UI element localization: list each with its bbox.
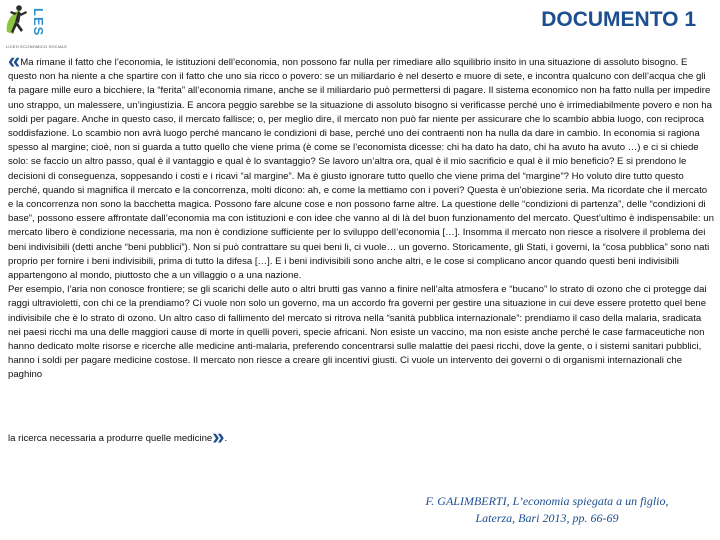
citation-line-1: F. GALIMBERTI, L’economia spiegata a un figlio, [425,494,669,508]
open-quote-mark: « [8,48,21,73]
quote-paragraph-1 [8,48,714,283]
logo-caption: LICEO ECONOMICO SOCIALE [6,44,68,49]
quote-final-punct: . [224,433,228,444]
logo-letters: LES [31,8,46,37]
quote-body [8,48,714,383]
source-citation [397,493,697,527]
quote-final-line [8,424,228,449]
close-quote-mark: » [212,424,225,449]
citation-line-2: Laterza, Bari 2013, pp. 66-69 [475,511,619,525]
runner-icon [4,2,48,48]
quote-final-text: la ricerca necessaria a produrre quelle medicine [8,433,213,444]
document-title: DOCUMENTO 1 [541,8,696,31]
quote-paragraph-2: Per esempio, l’aria non conosce frontiere; se gli scarichi delle auto o altri brutti gas vanno a finire nell’alta atmosfera e “bucano” lo strato di ozono che ci protegge dai raggi ultravioletti, con chi ce la prendiamo? Ci vuole non solo un governo, ma un accordo fra governi per gestire una situazione in cui deve essere protetto quel bene indivisibile che è lo strato di ozono. Un altro caso di fallimento del mercato si ritrova nella “sanità pubblica internazionale”: prendiamo il caso della malaria, sradicata nei paesi ricchi ma una delle maggiori cause di morte in quelli poveri, specie africani. Non esiste un vaccino, ma non esiste anche perché le case farmaceutiche non hanno dedicato molte risorse e ricerche alle medicine anti-malaria, preferendo concentrarsi sulle malattie dei paesi ricchi, dove la gente, o i sistemi sanitari pubblici, hanno i soldi per pagare medicine costose. Il mercato non riesce a creare gli incentivi giusti. Ci vuole un intervento dei governi o di organismi internazionali che paghino [8,284,707,381]
quote-paragraph-1-text: Ma rimane il fatto che l’economia, le istituzioni dell’economia, non possono far nulla per rimediare allo squilibrio insito in una situazione di assoluto bisogno. E questo non ha niente a che spartire con il fatto che uno sia ricco o povero: se un miliardario è nel deserto e muore di sete, e incontra qualcuno con dell’acqua che gli fa pagare mille euro a bicchiere, la “ferita” all’economia rimane, anche se il miliardario può permettersi di pagare. Il sistema economico non ha fatto nulla per impedire uno strappo, un malessere, un’ingiustizia. E ancora peggio sarebbe se la situazione di assoluto bisogno si verificasse perché uno è irrimediabilmente povero e non ha soldi per pagare. Anche in questo caso, il mercato fallisce; o, per meglio dire, il mercato non può far niente per assicurare che lo scambio abbia luogo, con reciproca soddisfazione. Lo scambio non avrà luogo perché mancano le condizioni di base, perché uno dei contraenti non ha nulla da dare in cambio. In economia si ragiona spesso al margine; cioè, non si guarda a tutto quello che viene prima (è come se l’economista dicesse: chi ha dato ha dato, chi ha avuto ha avuto …) e ci si chiede solo: se faccio un altro passo, qual è il vantaggio e qual è lo svantaggio? Se lavoro un’altra ora, qual è il mio sacrificio e qual è il mio beneficio? E si prendono le decisioni di conseguenza, soppesando i costi e i ricavi “al margine”. Ma è giusto ignorare tutto quello che viene prima del “margine”? Ho voluto dire tutto questo perché, quando si magnifica il mercato e la concorrenza, molti dicono: ah, e come la mettiamo con i poveri? Questa è un’obiezione seria. Ma ricordate che il mercato e la concorrenza non sono la bacchetta magica. Possono fare alcune cose e non possono farne altre. La questione delle “condizioni di partenza”, delle “condizioni di base”, possono essere affrontate dall’economia ma con istituzioni e con idee che vanno al di là del buon funzionamento del mercato. Quest’ultimo è indispensabile: un mercato libero è condizione necessaria, ma non è condizione sufficiente per lo sviluppo dell’economia […]. Insomma il mercato non riesce a risolvere il problema dei beni indivisibili (detti anche “beni pubblici”). Non si può contrattare su quei beni li, ci vuole… un governo. Storicamente, gli Stati, i governi, la “cosa pubblica” sono nati proprio per fornire i beni indivisibili, prima di tutto la difesa […]. E i beni indivisibili sono anche altri, e le cose si complicano ancor quando questi beni indivisibili appartengono al mondo, piuttosto che a un villaggio o a una nazione. [8,57,714,282]
les-logo [4,2,48,48]
